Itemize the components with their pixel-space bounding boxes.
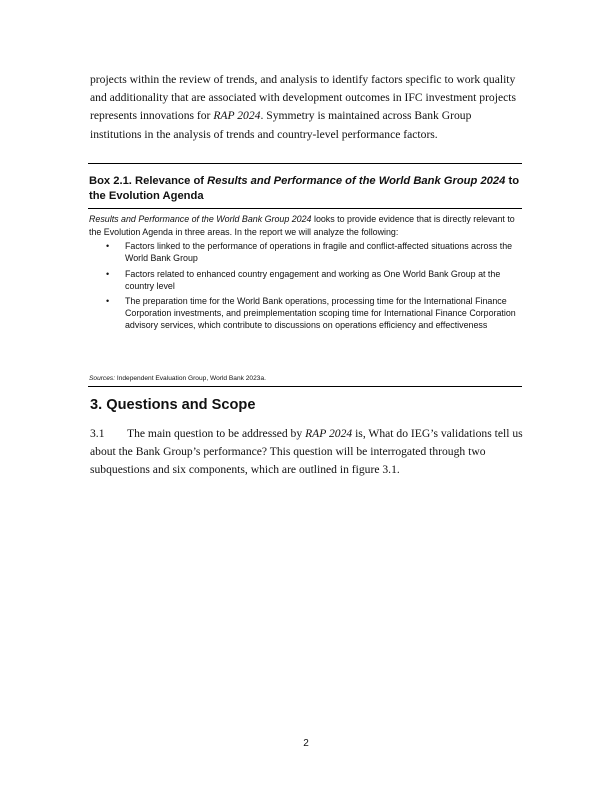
box-title [89,174,522,203]
bullet-icon: • [106,268,110,279]
paragraph-text: The main question to be addressed by [127,427,306,440]
section-heading: 3. Questions and Scope [90,397,256,413]
paragraph-text: projects within the review of trends, and analysis to identify factors specific to work quality and additionality that are associated with development outcomes in IFC investment projects represents innovations for [90,73,516,123]
box-title-suffix: to the Evolution Agenda [89,175,520,202]
box-intro [89,213,522,238]
bullet-icon: • [106,296,110,307]
list-item [88,296,522,331]
numbered-paragraph [90,425,526,480]
sources-text: Independent Evaluation Group, World Bank 2023a. [115,375,266,382]
box-bullet-list [88,241,522,332]
sources-label: Sources: [89,375,116,382]
body-paragraph-continued [90,71,525,144]
paragraph-text-end: . Symmetry is maintained across Bank Group institutions in the analysis of trends and country-level performance factors. [90,109,472,141]
list-item-text: The preparation time for the World Bank operations, processing time for the International Finance Corporation investments, and preimplementation scoping time for International Finance Corporation advisory services, which contribute to discussions on operations efficiency and effectiveness [125,296,516,330]
box-sources-note [89,374,266,383]
paragraph-text-end: is, What do IEG’s validations tell us about the Bank Group’s performance? This question will be interrogated through two subquestions and six components, which are outlined in figure 3.1. [90,427,523,477]
box-divider [88,208,522,209]
bullet-icon: • [106,241,110,252]
page-number: 2 [303,738,309,749]
box-intro-text: looks to provide evidence that is directly relevant to the Evolution Agenda in three areas. In the report we will analyze the following: [89,214,515,237]
report-title-italic: RAP 2024 [305,427,353,440]
list-item-text: Factors linked to the performance of operations in fragile and conflict-affected situations across the World Bank Group [125,241,513,263]
list-item [88,269,522,293]
box-title-prefix: Box 2.1. Relevance of [89,175,208,187]
box-intro-report-name: Results and Performance of the World Bank Group 2024 [89,214,312,224]
box-title-report-name: Results and Performance of the World Bank Group 2024 [207,175,506,187]
list-item-text: Factors related to enhanced country engagement and working as One World Bank Group at the country level [125,268,501,291]
box-2-1 [88,163,522,387]
paragraph-number: 3.1 [90,427,105,440]
report-title-italic: RAP 2024 [213,109,261,123]
list-item [88,241,522,265]
